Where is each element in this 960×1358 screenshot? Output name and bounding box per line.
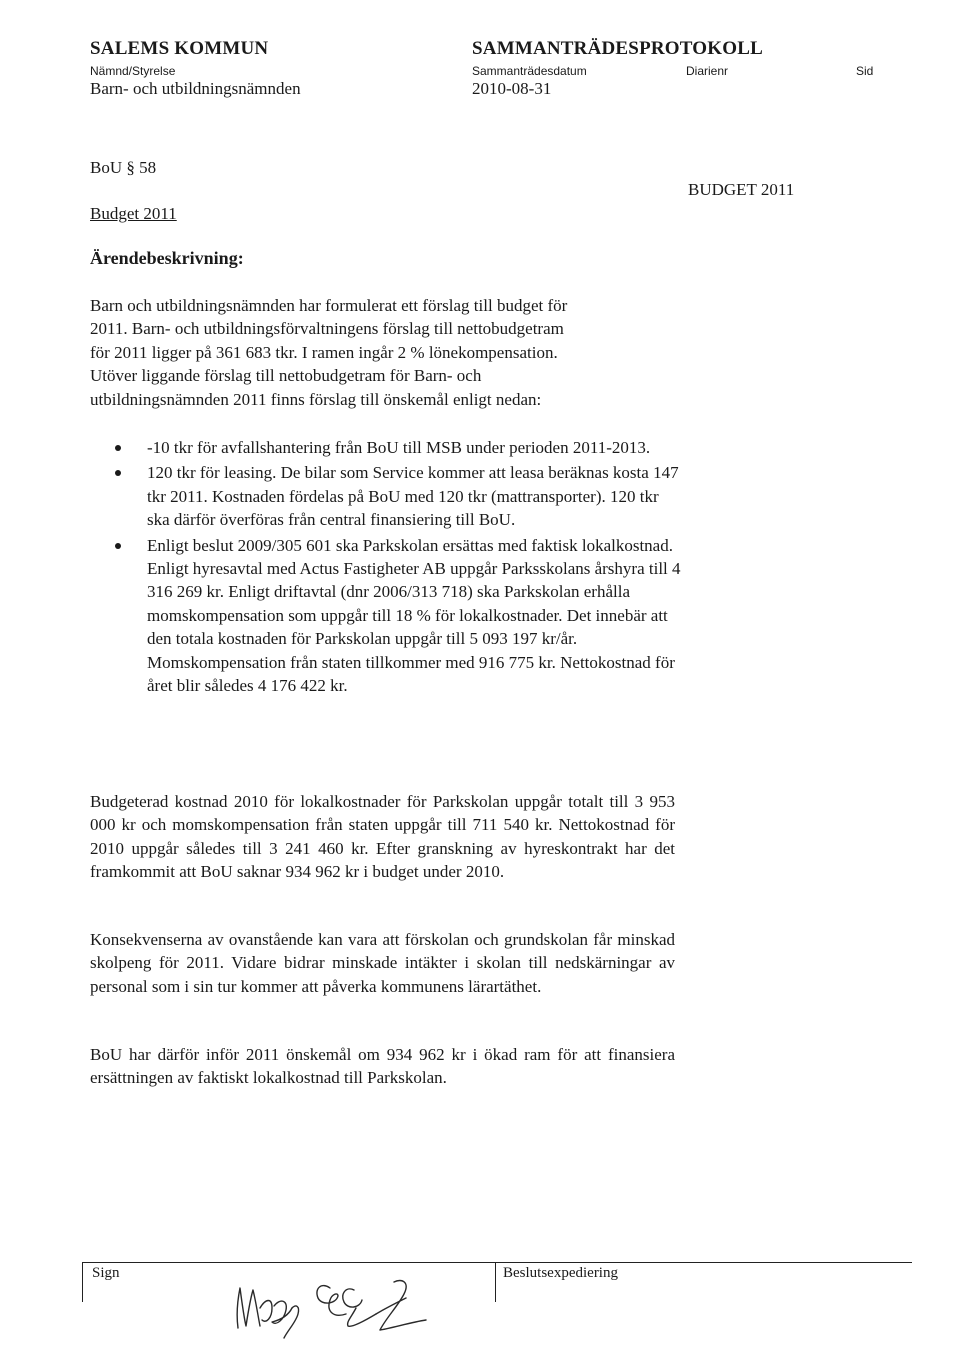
list-item-text: -10 tkr för avfallshantering från BoU till MSB under perioden 2011-2013.: [147, 438, 651, 457]
list-item-text: Enligt beslut 2009/305 601 ska Parkskolan ersättas med faktisk lokalkostnad. Enligt hyresavtal med Actus Fastigheter AB uppgår Parksskolans årshyra till 4 316 269 kr. Enligt driftavtal (dnr 2006/313 718) ska Parkskolan erhålla momskompensation som uppgår till 18 % för lokalkostnader. Det innebär att den totala kostnaden för Parkskolan uppgår till 5 093 197 kr/år. Momskompensation från staten tillkommer med 916 775 kr. Nettokostnad för året blir således 4 176 422 kr.: [147, 535, 681, 696]
item-title-right: BUDGET 2011: [688, 180, 795, 199]
list-item: [115, 436, 685, 459]
intro-line: 2011. Barn- och utbildningsförvaltningens förslag till nettobudgetram: [90, 319, 564, 339]
meeting-date: 2010-08-31: [472, 79, 552, 98]
page-label: Sid: [856, 64, 874, 78]
footer-divider: [495, 1262, 496, 1302]
sign-label: Sign: [92, 1265, 120, 1281]
paragraph-consequences: Konsekvenserna av ovanstående kan vara att förskolan och grundskolan får minskad skolpeng för 2011. Vidare bidrar minskade intäkter i skolan till nedskärningar av personal som i sin tur kommer att påverka kommunens lärartäthet.: [90, 930, 675, 996]
paragraph-request: BoU har därför inför 2011 önskemål om 934 962 kr i ökad ram för att finansiera ersättningen av faktiskt lokalkostnad till Parkskolan.: [90, 1045, 675, 1088]
intro-line: utbildningsnämnden 2011 finns förslag till önskemål enligt nedan:: [90, 389, 542, 409]
dispatch-label: Beslutsexpediering: [503, 1265, 618, 1281]
handwritten-signature: [226, 1268, 446, 1343]
footer-divider: [82, 1262, 83, 1302]
proposal-list: [115, 436, 685, 699]
document-type: SAMMANTRÄDESPROTOKOLL: [472, 38, 763, 59]
list-item: [115, 461, 685, 531]
paragraph-budget-2010: Budgeterad kostnad 2010 för lokalkostnader för Parkskolan uppgår totalt till 3 953 000 kr och momskompensation från staten uppgår till 711 540 kr. Nettokostnad för 2010 uppgår således till 3 241 460 kr. Efter granskning av hyreskontrakt har det framkommit att BoU saknar 934 962 kr i budget under 2010.: [90, 792, 675, 882]
footer-divider: [82, 1262, 912, 1263]
item-title: Budget 2011: [90, 204, 177, 223]
intro-text: [90, 294, 670, 411]
diarienr-label: Diarienr: [686, 64, 729, 78]
bullet-icon: [115, 543, 121, 549]
committee-label: Nämnd/Styrelse: [90, 64, 176, 78]
bullet-icon: [115, 470, 121, 476]
intro-line: Barn och utbildningsnämnden har formulerat ett förslag till budget för: [90, 296, 568, 315]
bullet-icon: [115, 445, 121, 451]
organization-name: SALEMS KOMMUN: [90, 38, 269, 59]
committee-name: Barn- och utbildningsnämnden: [90, 79, 301, 98]
list-item: [115, 534, 685, 698]
list-item-text: 120 tkr för leasing. De bilar som Service kommer att leasa beräknas kosta 147 tkr 2011. Kostnaden fördelas på BoU med 120 tkr (mattransporter). 120 tkr ska därför överföras från central finansiering till BoU.: [147, 463, 679, 530]
intro-line: Utöver liggande förslag till nettobudgetram för Barn- och: [90, 366, 482, 386]
intro-line: för 2011 ligger på 361 683 tkr. I ramen ingår 2 % lönekompensation.: [90, 342, 558, 362]
section-heading: Ärendebeskrivning:: [90, 248, 244, 268]
meeting-date-label: Sammanträdesdatum: [472, 64, 587, 78]
paragraph-reference: BoU § 58: [90, 158, 157, 177]
